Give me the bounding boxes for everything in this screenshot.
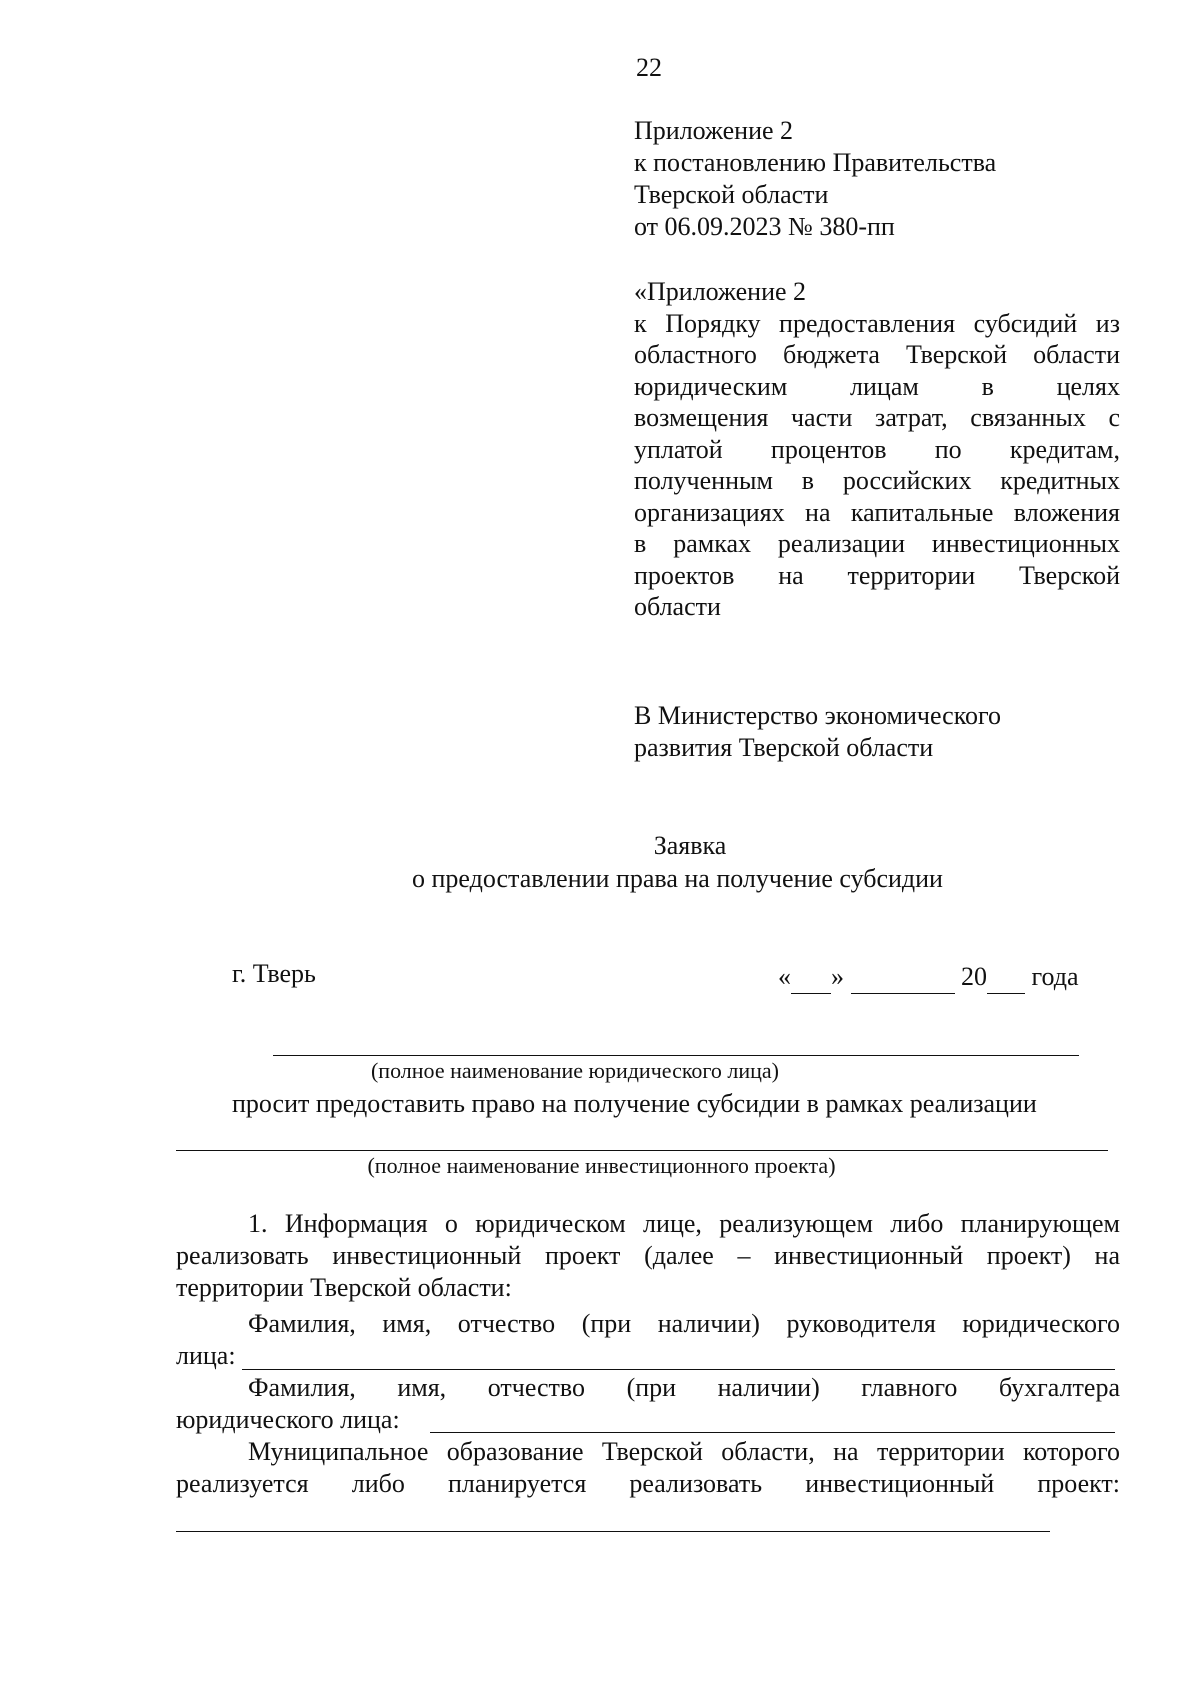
year-blank[interactable] [987,961,1025,994]
addressee-line: В Министерство экономического [634,701,1002,730]
date-year-word: года [1031,962,1079,991]
municipality-blank[interactable] [176,1531,1050,1532]
head-fio-blank[interactable] [242,1369,1115,1370]
appendix-order-line: в рамках реализации инвестиционных [634,529,1120,558]
accountant-fio-blank[interactable] [430,1432,1115,1433]
appendix-order-first-line: «Приложение 2 [634,277,807,306]
appendix-header-line: Приложение 2 [634,116,794,145]
appendix-order-line: уплатой процентов по кредитам, [634,434,1120,464]
accountant-fio-line: Фамилия, имя, отчество (при наличии) главного бухгалтера [248,1373,1120,1402]
appendix-header-line: от 06.09.2023 № 380-пп [634,212,895,241]
section-1 [176,1208,1120,1304]
section-1-line: 1. Информация о юридическом лице, реализующем либо планирующем [248,1209,1120,1238]
appendix-header-line: к постановлению Правительства [634,148,997,177]
project-name-blank[interactable] [176,1150,1108,1151]
date-century: 20 [961,962,987,991]
head-fio [176,1308,1120,1372]
section-1-line: территории Тверской области: [176,1273,512,1302]
document-title: Заявка [653,831,727,860]
head-fio-line: Фамилия, имя, отчество (при наличии) руководителя юридического [248,1309,1120,1338]
month-blank[interactable] [851,961,955,994]
appendix-header-line: Тверской области [634,180,829,209]
accountant-fio-label: юридического лица: [176,1405,400,1434]
section-1-line: реализовать инвестиционный проект (далее – инвестиционный проект) на [176,1241,1120,1270]
municipality-line: Муниципальное образование Тверской области, на территории которого [248,1437,1120,1466]
place: г. Тверь [232,959,316,988]
project-caption: (полное наименование инвестиционного проекта) [367,1153,836,1178]
appendix-order-block [634,276,1120,623]
legal-entity-caption: (полное наименование юридического лица) [370,1058,780,1083]
municipality-line: реализуется либо планируется реализовать инвестиционный проект: [176,1469,1120,1498]
appendix-order-line: проектов на территории Тверской [634,560,1120,590]
municipality [176,1436,1120,1500]
head-fio-label: лица: [176,1341,236,1370]
accountant-fio [176,1372,1120,1436]
appendix-order-line: организациях на капитальные вложения [634,497,1120,527]
appendix-order-last-line: области [634,592,721,621]
appendix-order-line: полученным в российских кредитных [634,466,1120,495]
appendix-order-line: областного бюджета Тверской области [634,340,1120,369]
document-subtitle: о предоставлении права на получение субсидии [412,864,943,893]
day-blank[interactable] [791,961,831,994]
appendix-header [634,115,996,243]
appendix-order-line: юридическим лицам в целях [634,371,1120,401]
date-open-quote: « [778,962,791,991]
addressee [634,700,1001,764]
legal-entity-name-blank[interactable] [273,1055,1079,1056]
date-close-quote: » [831,962,844,991]
date-line [778,961,1079,994]
appendix-order-line: к Порядку предоставления субсидий из [634,308,1120,338]
addressee-line: развития Тверской области [634,733,934,762]
request-text: просит предоставить право на получение субсидии в рамках реализации [232,1089,1037,1118]
page-number: 22 [636,53,662,82]
appendix-order-line: возмещения части затрат, связанных с [634,403,1120,432]
